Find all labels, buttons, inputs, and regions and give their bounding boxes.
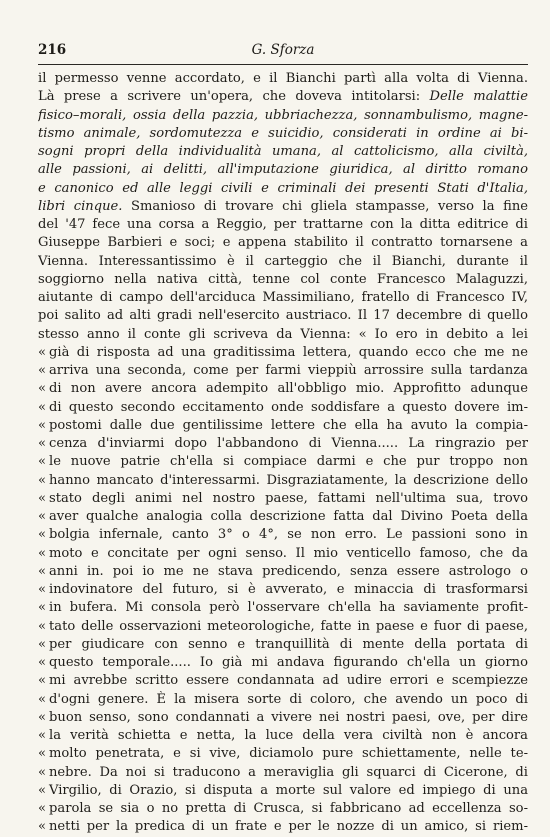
text-run: questo temporale..... Io già mi andava figurando ch'ella un giorno [49,655,528,670]
quote-mark: « [38,399,47,415]
quote-mark: « [38,782,47,798]
quote-mark: « [38,728,47,743]
quote-mark: « [38,344,47,360]
quote-mark: « [38,454,47,470]
italic-text: tismo animale, sordomutezza e suicidio, considerati in ordine ai bi- [38,125,528,141]
text-run: stato degli animi nel nostro paese, fattami nell'ultima sua, trovo [49,490,528,506]
italic-text: alle passioni, ai delitti, all'imputazione giuridica, al diritto romano [38,162,528,178]
text-line [38,764,528,782]
quote-mark: « [38,545,47,561]
text-line [38,143,528,161]
text-line [38,70,528,88]
text-run: in bufera. Mi consola però l'osservare ch'ella ha saviamente profit- [49,600,528,616]
text-line [38,672,528,690]
quote-mark: « [38,563,47,579]
quote-mark: « [38,764,47,780]
text-run: netti per la predica di un frate e per le nozze di un amico, si riem- [49,819,528,835]
text-line [38,581,528,599]
text-line [38,472,528,490]
quote-mark: « [38,527,47,543]
text-line [38,599,528,617]
text-line [38,782,528,800]
text-line [38,234,528,252]
quote-mark: « [38,746,47,762]
text-line [38,563,528,581]
text-run: Smanioso di trovare chi gliela stampasse, verso la fine [122,198,528,214]
quote-mark: « [38,363,47,378]
text-run: Là prese a scrivere un'opera, che doveva intitolarsi: [38,89,430,105]
text-line [38,307,528,325]
text-line [38,618,528,636]
quote-mark: « [38,381,47,397]
quote-mark: « [38,618,47,634]
header-rule [38,64,528,65]
text-run: indovinatore del futuro, si è avverato, e minaccia di trasformarsi [49,582,528,597]
text-line [38,490,528,508]
text-run: d'ogni genere. È la misera sorte di coloro, che avendo un poco di [49,691,528,707]
text-line [38,271,528,289]
text-run: postomi dalle due gentilissime lettere che ella ha avuto la compia- [49,417,528,433]
text-run: buon senso, sono condannati a vivere nei nostri paesi, ove, per dire [49,709,528,725]
text-run: il permesso venne accordato, e il Bianchi partì alla volta di Vienna. [38,71,528,86]
text-run: Vienna. Interessantissimo è il carteggio che il Bianchi, durante il [38,253,528,269]
text-line [38,289,528,307]
running-head: G. Sforza [251,42,315,58]
text-run: già di risposta ad una graditissima lettera, quando ecco che me ne [49,344,528,360]
page-header [38,42,528,62]
text-line [38,526,528,544]
text-line [38,380,528,398]
text-run: nebre. Da noi si traducono a meraviglia gli squarci di Cicerone, di [49,764,528,780]
text-run: la verità schietta e netta, la luce della vera civiltà non è ancora [49,728,528,743]
text-run: Virgilio, di Orazio, si disputa a morte sul valore ed impiego di una [49,782,528,798]
text-line [38,691,528,709]
quote-mark: « [38,472,47,488]
quote-mark: « [38,673,47,689]
text-line [38,253,528,271]
text-run: moto e concitate per ogni senso. Il mio venticello famoso, che da [49,545,528,561]
text-line [38,727,528,745]
quote-mark: « [38,819,47,835]
text-line [38,198,528,216]
text-line [38,125,528,143]
text-run: le nuove patrie ch'ella si compiace darmi e che pur troppo non [49,454,528,470]
quote-mark: « [38,691,47,707]
text-line [38,326,528,344]
text-line [38,344,528,362]
quote-mark: « [38,509,47,524]
text-line [38,362,528,380]
text-line [38,545,528,563]
text-line [38,216,528,234]
quote-mark: « [38,801,47,816]
text-run: soggiorno nella nativa città, tenne col conte Francesco Malaguzzi, [38,271,528,287]
text-run: per giudicare con senno e tranquillità di mente della portata di [49,636,528,652]
body-text [38,70,528,837]
text-line [38,745,528,763]
text-run: aver qualche analogia colla descrizione fatta dal Divino Poeta della [49,509,528,524]
text-line [38,180,528,198]
page-number: 216 [38,42,67,58]
text-run: parola se sia o no pretta di Crusca, si fabbricano ad eccellenza so- [49,801,528,816]
text-line [38,800,528,818]
text-line [38,818,528,836]
text-line [38,161,528,179]
text-run: aiutante di campo dell'arciduca Massimiliano, fratello di Francesco IV, [38,290,528,305]
text-line [38,399,528,417]
quote-mark: « [38,490,47,506]
quote-mark: « [38,636,47,652]
text-run: anni in. poi io me ne stava predicendo, senza essere astrologo o [49,563,528,579]
text-line [38,709,528,727]
text-run: cenza d'inviarmi dopo l'abbandono di Vienna..... La ringrazio per [49,436,528,451]
text-line [38,453,528,471]
text-line [38,654,528,672]
quote-mark: « [38,417,47,433]
text-run: bolgia infernale, canto 3° o 4°, se non erro. Le passioni sono in [49,527,528,543]
text-run: stesso anno il conte gli scriveva da Vienna: « Io ero in debito a lei [38,326,528,342]
text-run: hanno mancato d'interessarmi. Disgraziatamente, la descrizione dello [49,472,528,488]
text-line [38,88,528,106]
text-line [38,636,528,654]
quote-mark: « [38,600,47,616]
text-run: arriva una seconda, come per farmi vieppiù arrossire sulla tardanza [49,363,528,378]
text-line [38,107,528,125]
text-run: del '47 fece una corsa a Reggio, per trattarne con la ditta editrice di [38,217,528,232]
text-run: tato delle osservazioni meteorologiche, fatte in paese e fuor di paese, [49,618,528,634]
italic-text: libri cinque. [38,198,123,214]
quote-mark: « [38,436,47,451]
text-line [38,508,528,526]
italic-text: e canonico ed alle leggi civili e criminali dei presenti Stati d'Italia, [38,180,528,196]
italic-text: Delle malattie [429,89,528,105]
quote-mark: « [38,709,47,725]
italic-text: sogni propri della individualità umana, al cattolicismo, alla civiltà, [38,144,528,159]
italic-text: fisico–morali, ossia della pazzia, ubbriachezza, sonnambulismo, magne- [38,107,528,123]
text-line [38,417,528,435]
text-run: poi salito ad alti gradi nell'esercito austriaco. Il 17 decembre di quello [38,308,528,324]
text-run: molto penetrata, e si vive, diciamolo pure schiettamente, nelle te- [49,746,528,762]
quote-mark: « [38,655,47,670]
text-run: di non avere ancora adempito all'obbligo mio. Approfitto adunque [49,381,528,397]
text-run: mi avrebbe scritto essere condannata ad udire errori e scempiezze [49,673,528,689]
text-line [38,435,528,453]
text-run: di questo secondo eccitamento onde soddisfare a questo dovere im- [49,399,528,415]
text-run: Giuseppe Barbieri e soci; e appena stabilito il contratto tornarsene a [38,235,528,251]
quote-mark: « [38,582,47,597]
